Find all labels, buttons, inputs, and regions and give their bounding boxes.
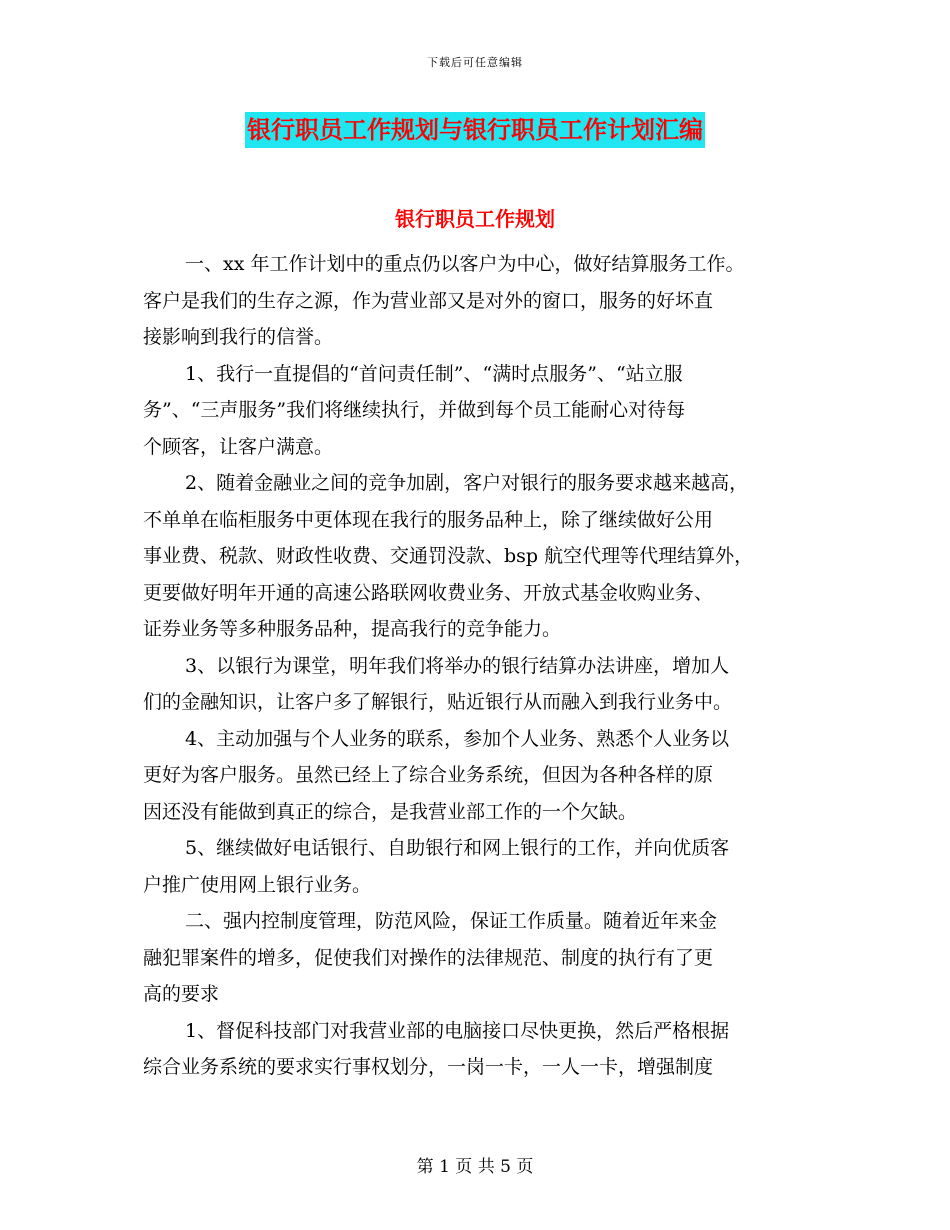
body-line: 二、强内控制度管理，防范风险，保证工作质量。随着近年来金 (185, 910, 718, 932)
body-line: 事业费、税款、财政性收费、交通罚没款、bsp 航空代理等代理结算外， (143, 545, 754, 567)
main-title-wrap (0, 112, 950, 148)
body-line: 5、继续做好电话银行、自助银行和网上银行的工作，并向优质客 (185, 837, 730, 859)
body-line: 因还没有能做到真正的综合，是我营业部工作的一个欠缺。 (143, 800, 638, 823)
body-line: 3、以银行为课堂，明年我们将举办的银行结算办法讲座，增加人 (185, 654, 730, 677)
body-line: 更好为客户服务。虽然已经上了综合业务系统，但因为各种各样的原 (143, 764, 714, 786)
body-line: 个顾客，让客户满意。 (143, 435, 334, 458)
body-line: 1、督促科技部门对我营业部的电脑接口尽快更换，然后严格根据 (185, 1019, 730, 1042)
body-line: 证券业务等多种服务品种，提高我行的竞争能力。 (143, 618, 562, 640)
body-line: 综合业务系统的要求实行事权划分，一岗一卡，一人一卡，增强制度 (143, 1056, 714, 1078)
body-line: 不单单在临柜服务中更体现在我行的服务品种上，除了继续做好公用 (143, 508, 714, 531)
page-footer: 第 1 页 共 5 页 (416, 1157, 534, 1177)
body-line: 一、xx 年工作计划中的重点仍以客户为中心，做好结算服务工作。 (185, 253, 745, 275)
body-line: 们的金融知识，让客户多了解银行，贴近银行从而融入到我行业务中。 (143, 691, 733, 713)
body-line: 1、我行一直提倡的“首问责任制”、“满时点服务”、“站立服 (185, 362, 683, 385)
body-line: 4、主动加强与个人业务的联系，参加个人业务、熟悉个人业务以 (185, 727, 730, 750)
body-line: 更要做好明年开通的高速公路联网收费业务、开放式基金收购业务、 (143, 581, 714, 604)
body-text (143, 246, 823, 1086)
body-line: 高的要求 (143, 983, 220, 1005)
body-line: 户推广使用网上银行业务。 (143, 873, 372, 896)
body-line: 接影响到我行的信誉。 (143, 326, 334, 348)
section-title: 银行职员工作规划 (395, 207, 555, 231)
body-line: 2、随着金融业之间的竞争加剧，客户对银行的服务要求越来越高， (185, 472, 749, 494)
main-title: 银行职员工作规划与银行职员工作计划汇编 (245, 112, 705, 148)
body-line: 客户是我们的生存之源，作为营业部又是对外的窗口，服务的好坏直 (143, 289, 714, 312)
body-line: 融犯罪案件的增多，促使我们对操作的法律规范、制度的执行有了更 (143, 946, 714, 969)
header-note: 下载后可任意编辑 (427, 56, 523, 69)
body-line: 务”、“三声服务”我们将继续执行，并做到每个员工能耐心对待每 (143, 399, 686, 421)
